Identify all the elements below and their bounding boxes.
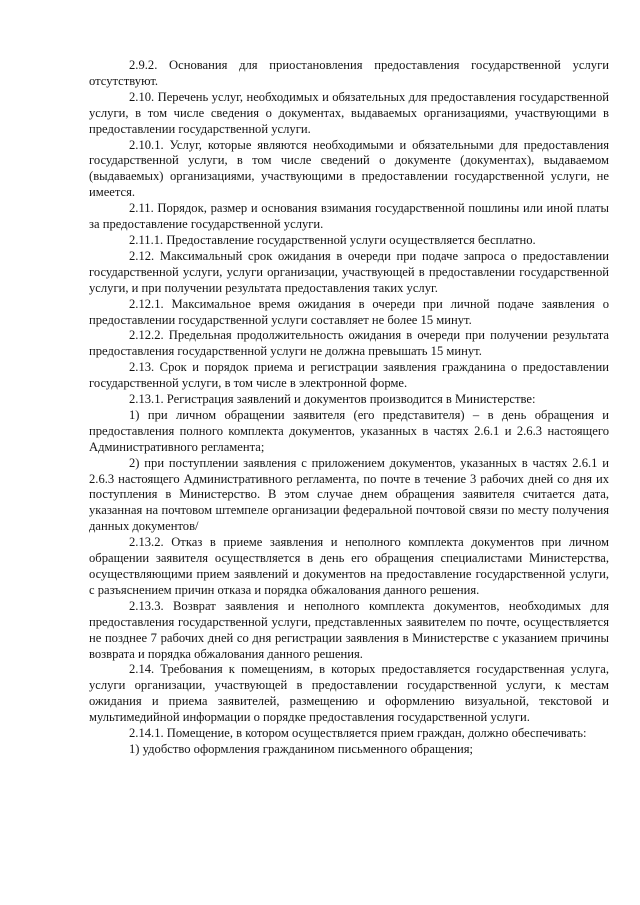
paragraph-2-14-1: 2.14.1. Помещение, в котором осуществляется прием граждан, должно обеспечивать: bbox=[129, 726, 587, 741]
paragraph-2-10: 2.10. Перечень услуг, необходимых и обязательных для предоставления государственной услуги, в том числе сведения о документах, выдаваемых организациями, участвующими в предоставлении государственной услуги. bbox=[89, 89, 609, 136]
paragraph-2-13-3: 2.13.3. Возврат заявления и неполного комплекта документов, необходимых для предоставления государственной услуги, представленных заявителем по почте, осуществляется не позднее 7 рабочих дней со дня регистрации заявления в Министерстве с указанием причины возврата и порядка обжалования данного решения. bbox=[89, 598, 609, 661]
paragraph-2-11: 2.11. Порядок, размер и основания взимания государственной пошлины или иной платы за предоставление государственной услуги. bbox=[89, 201, 609, 232]
document-page bbox=[89, 58, 609, 758]
paragraph-2-11-1: 2.11.1. Предоставление государственной услуги осуществляется бесплатно. bbox=[129, 232, 536, 247]
paragraph-2-12: 2.12. Максимальный срок ожидания в очереди при подаче запроса о предоставлении государственной услуги, услуги организации, участвующей в предоставлении государственной услуги, и при получении результата предоставления таких услуг. bbox=[89, 248, 609, 295]
list-item-postal-delivery: 2) при поступлении заявления с приложением документов, указанных в частях 2.6.1 и 2.6.3 настоящего Административного регламента, по почте в течение 3 рабочих дней со дня их поступления в Министерство. В этом случае днем обращения заявителя считается дата, указанная на почтовом штемпеле организации федеральной почтовой связи по месту получения данных документов/ bbox=[89, 455, 609, 534]
paragraph-2-10-1: 2.10.1. Услуг, которые являются необходимыми и обязательными для предоставления государственной услуги, в том числе сведений о документе (документах), выдаваемом (выдаваемых) организациями, участвующими в предоставлении государственной услуги, не имеется. bbox=[89, 137, 609, 200]
paragraph-2-13-1: 2.13.1. Регистрация заявлений и документов производится в Министерстве: bbox=[129, 392, 536, 407]
paragraph-2-14: 2.14. Требования к помещениям, в которых предоставляется государственная услуга, услуги организации, участвующей в предоставлении государственной услуги, к местам ожидания и приема заявителей, размещению и оформлению визуальной, текстовой и мультимедийной информации о порядке предоставления государственной услуги. bbox=[89, 662, 609, 725]
paragraph-2-12-1: 2.12.1. Максимальное время ожидания в очереди при личной подаче заявления о предоставлении государственной услуги составляет не более 15 минут. bbox=[89, 296, 609, 327]
list-item-personal-visit: 1) при личном обращении заявителя (его представителя) – в день обращения и предоставления полного комплекта документов, указанных в частях 2.6.1 и 2.6.3 настоящего Административного регламента; bbox=[89, 407, 609, 454]
paragraph-2-12-2: 2.12.2. Предельная продолжительность ожидания в очереди при получении результата предоставления государственной услуги не должна превышать 15 минут. bbox=[89, 328, 609, 359]
paragraph-2-9-2: 2.9.2. Основания для приостановления предоставления государственной услуги отсутствуют. bbox=[89, 58, 609, 88]
paragraph-2-13-2: 2.13.2. Отказ в приеме заявления и неполного комплекта документов при личном обращении заявителя осуществляется в день его обращения специалистами Министерства, осуществляющими прием заявлений и документов на предоставление государственной услуги, с разъяснением причин отказа и порядка обжалования данного решения. bbox=[89, 535, 609, 597]
list-item-written-appeal: 1) удобство оформления гражданином письменного обращения; bbox=[129, 741, 474, 756]
paragraph-2-13: 2.13. Срок и порядок приема и регистрации заявления гражданина о предоставлении государственной услуги, в том числе в электронной форме. bbox=[89, 360, 609, 391]
